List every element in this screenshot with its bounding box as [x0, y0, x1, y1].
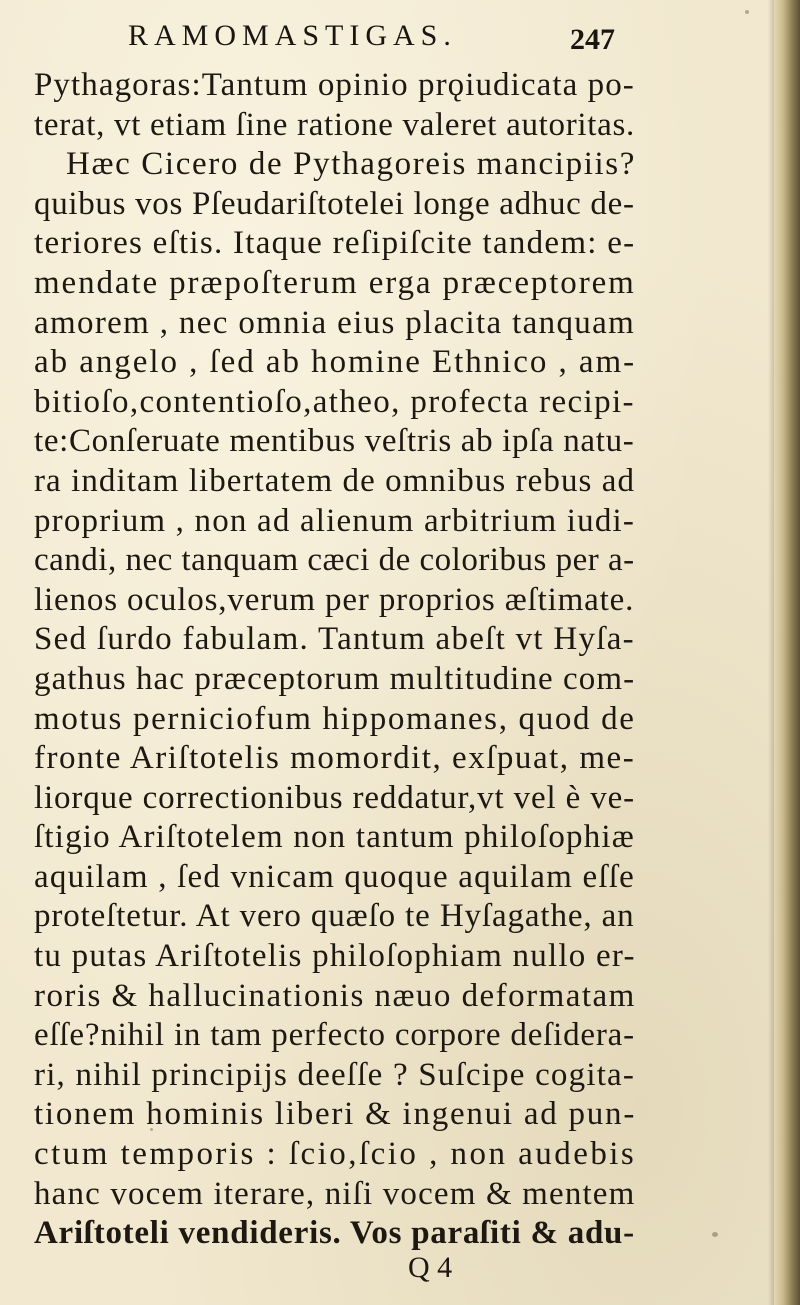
text-line: teriores eſtis. Itaque reſipiſcite tandem: e- [34, 225, 636, 262]
paper-speck [150, 1128, 153, 1131]
text-line: Sed ſurdo fabulam. Tantum abeſt vt Hyſa- [34, 621, 635, 658]
running-head: RAMOMASTIGAS. [128, 19, 457, 52]
page-gutter [774, 0, 800, 1305]
text-line: te:Conſeruate mentibus veſtris ab ipſa natu- [34, 423, 635, 460]
text-line: ſtigio Ariſtotelem non tantum philoſophiæ [34, 819, 636, 856]
text-line: eſſe?nihil in tam perfecto corpore deſidera- [34, 1017, 635, 1054]
text-line: ra inditam libertatem de omnibus rebus ad [34, 462, 636, 499]
text-line: mendate præpoſterum erga præceptorem [34, 264, 636, 301]
text-line: aquilam , ſed vnicam quoque aquilam eſſe [34, 858, 635, 895]
text-line: Hæc Cicero de Pythagoreis mancipiis? [66, 146, 637, 183]
text-line: ctum temporis : ſcio,ſcio , non audebis [34, 1136, 637, 1173]
text-line: liorque correctionibus reddatur,vt vel è ve- [34, 779, 635, 816]
text-line: ab angelo , ſed ab homine Ethnico , am- [34, 344, 637, 381]
text-line: Pythagoras:Tantum opinio prǫiudicata po- [34, 67, 635, 103]
text-line: roris & hallucinationis næuo deformatam [34, 977, 636, 1014]
text-line: tu putas Ariſtotelis philoſophiam nullo er- [34, 938, 636, 975]
text-line: hanc vocem iterare, niſi vocem & mentem [34, 1175, 636, 1212]
text-line: tionem hominis liberi & ingenui ad pun- [34, 1096, 637, 1133]
text-line: bitioſo,contentioſo,atheo, profecta recipi- [34, 383, 635, 420]
paper-speck [745, 10, 749, 14]
text-line: candi, nec tanquam cæci de coloribus per a- [34, 542, 635, 579]
signature-mark: Q 4 [408, 1251, 453, 1284]
text-line: ri, nihil principijs deeſſe ? Suſcipe cogita- [34, 1056, 636, 1093]
page-number: 247 [570, 23, 615, 56]
text-line: proteſtetur. At vero quæſo te Hyſagathe, an [34, 898, 635, 935]
text-line: motus perniciofum hippomanes, quod de [34, 700, 636, 737]
text-line: gathus hac præceptorum multitudine com- [34, 660, 636, 697]
text-line: Ariſtoteli vendideris. Vos paraſiti & adu- [34, 1215, 635, 1252]
text-line: proprium , non ad alienum arbitrium iudi- [34, 502, 636, 539]
text-line: amorem , nec omnia eius placita tanquam [34, 304, 636, 341]
body-text [34, 66, 637, 1254]
text-line: quibus vos Pſeudariſtotelei longe adhuc de- [34, 185, 635, 222]
text-line: fronte Ariſtotelis momordit, exſpuat, me- [34, 740, 636, 777]
paper-speck [712, 1232, 718, 1237]
text-line: lienos oculos,verum per proprios æſtimate. [34, 581, 635, 618]
text-line: terat, vt etiam ſine ratione valeret autoritas. [34, 106, 635, 143]
